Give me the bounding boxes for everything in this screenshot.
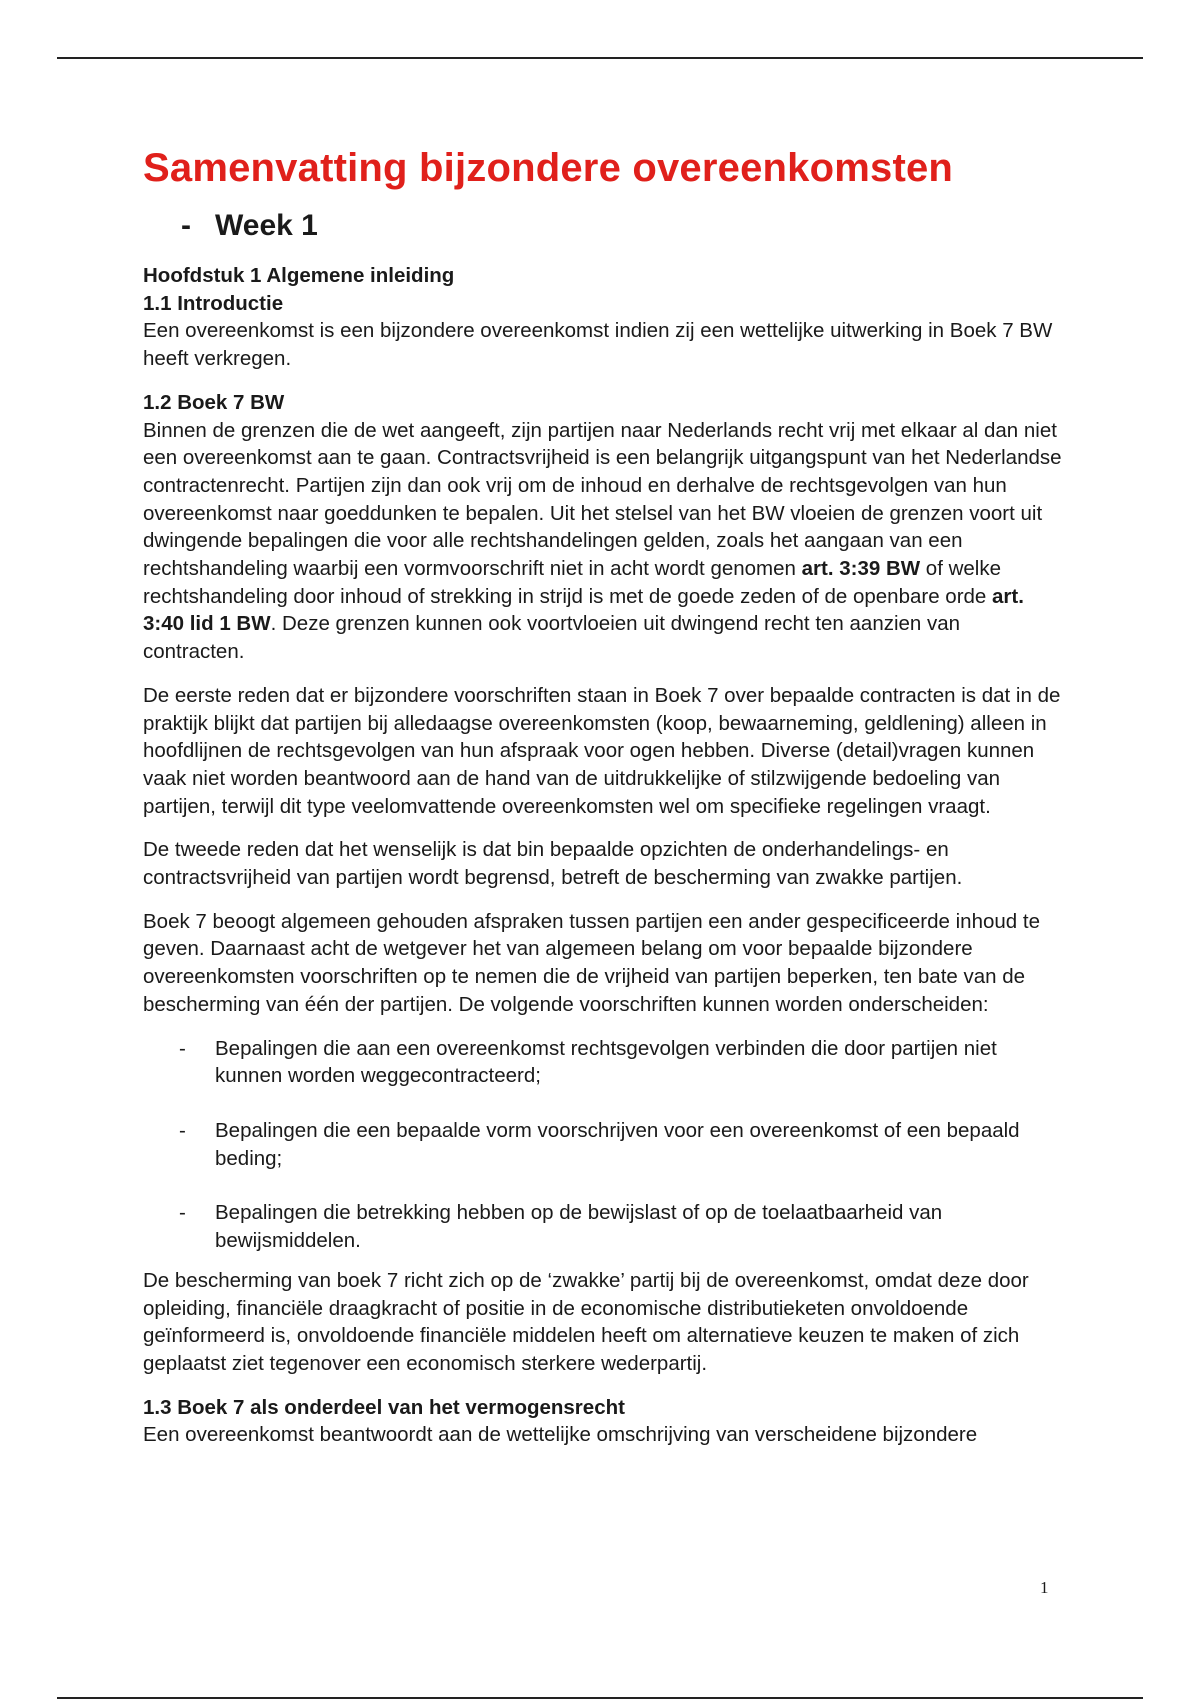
paragraph-text: of welke rechtshandeling door inhoud of strekking in strijd is met de goede zeden of de openbare orde <box>143 557 1002 608</box>
week-bullet: - <box>181 209 191 242</box>
list-item-text: Bepalingen die betrekking hebben op de bewijslast of op de toelaatbaarheid van bewijsmiddelen. <box>215 1201 943 1253</box>
week-heading <box>181 208 1063 244</box>
paragraph-text: . Deze grenzen kunnen ook voortvloeien uit dwingend recht ten aanzien van contracten. <box>143 612 961 664</box>
section-1-2-paragraph-3: De tweede reden dat het wenselijk is dat bin bepaalde opzichten de onderhandelings- en contractsvrijheid van partijen wordt begrensd, betreft de bescherming van zwakke partijen. <box>143 838 963 890</box>
list-bullet: - <box>179 1118 186 1142</box>
page-content <box>143 144 1063 1449</box>
law-reference: art. 3:39 BW <box>801 557 921 581</box>
section-1-1-heading: 1.1 Introductie <box>143 291 284 315</box>
section-1-2-heading: 1.2 Boek 7 BW <box>143 390 285 414</box>
section-1-3-paragraph: Een overeenkomst beantwoordt aan de wettelijke omschrijving van verscheidene bijzondere <box>143 1423 978 1447</box>
list-item <box>179 1035 1063 1090</box>
header-rule <box>57 57 1143 59</box>
list-item <box>179 1117 1063 1172</box>
law-reference: art. 3:40 lid 1 BW <box>143 584 1024 636</box>
list-bullet: - <box>179 1201 186 1225</box>
paragraph-text: Binnen de grenzen die de wet aangeeft, zijn partijen naar Nederlands recht vrij met elkaar al dan niet een overeenkomst aan te gaan. Contractsvrijheid is een belangrijk uitgangspunt van het Nederlandse contractenrecht. Partijen zijn dan ook vrij om de inhoud en derhalve de rechtsgevolgen van hun overeenkomst naar goeddunken te bepalen. Uit het stelsel van het BW vloeien de grenzen voort uit dwingende bepalingen die voor alle rechtshandelingen gelden, zoals het aangaan van een rechtshandeling waarbij een vormvoorschrift niet in acht wordt genomen <box>143 418 1062 581</box>
list-item <box>179 1199 1063 1254</box>
list-item-text: Bepalingen die aan een overeenkomst rechtsgevolgen verbinden die door partijen niet kunnen worden weggecontracteerd; <box>215 1036 997 1088</box>
week-label: Week 1 <box>215 209 318 242</box>
footer-rule <box>57 1697 1143 1699</box>
section-1-1-paragraph: Een overeenkomst is een bijzondere overeenkomst indien zij een wettelijke uitwerking in Boek 7 BW heeft verkregen. <box>143 319 1053 371</box>
page-number: 1 <box>1040 1578 1049 1597</box>
section-1-2-paragraph-1 <box>143 417 1063 666</box>
list-bullet: - <box>179 1036 186 1060</box>
section-1-2-paragraph-4: Boek 7 beoogt algemeen gehouden afspraken tussen partijen een ander gespecificeerde inhoud te geven. Daarnaast acht de wetgever het van algemeen belang om voor bepaalde bijzondere overeenkomsten voorschriften op te nemen die de vrijheid van partijen beperken, ten bate van de bescherming van één der partijen. De volgende voorschriften kunnen worden onderscheiden: <box>143 909 1040 1016</box>
section-1-2-paragraph-5: De bescherming van boek 7 richt zich op de ‘zwakke’ partij bij de overeenkomst, omdat deze door opleiding, financiële draagkracht of positie in de economische distributieketen onvoldoende geïnformeerd is, onvoldoende financiële middelen heeft om alternatieve keuzen te maken of zich geplaatst ziet tegenover een economisch sterkere wederpartij. <box>143 1268 1029 1375</box>
document-title: Samenvatting bijzondere overeenkomsten <box>143 146 954 190</box>
section-1-2-paragraph-2: De eerste reden dat er bijzondere voorschriften staan in Boek 7 over bepaalde contracten is dat in de praktijk blijkt dat partijen bij alledaagse overeenkomsten (koop, bewaarneming, geldlening) alleen in hoofdlijnen de rechtsgevolgen van hun afspraak voor ogen hebben. Diverse (detail)vragen kunnen vaak niet worden beantwoord aan de hand van de uitdrukkelijke of stilzwijgende bedoeling van partijen, terwijl dit type veelomvattende overeenkomsten wel om specifieke regelingen vraagt. <box>143 683 1061 818</box>
list-item-text: Bepalingen die een bepaalde vorm voorschrijven voor een overeenkomst of een bepaald beding; <box>215 1118 1020 1170</box>
provisions-list <box>143 1035 1063 1255</box>
section-1-3-heading: 1.3 Boek 7 als onderdeel van het vermogensrecht <box>143 1395 625 1419</box>
chapter-heading: Hoofdstuk 1 Algemene inleiding <box>143 264 455 287</box>
